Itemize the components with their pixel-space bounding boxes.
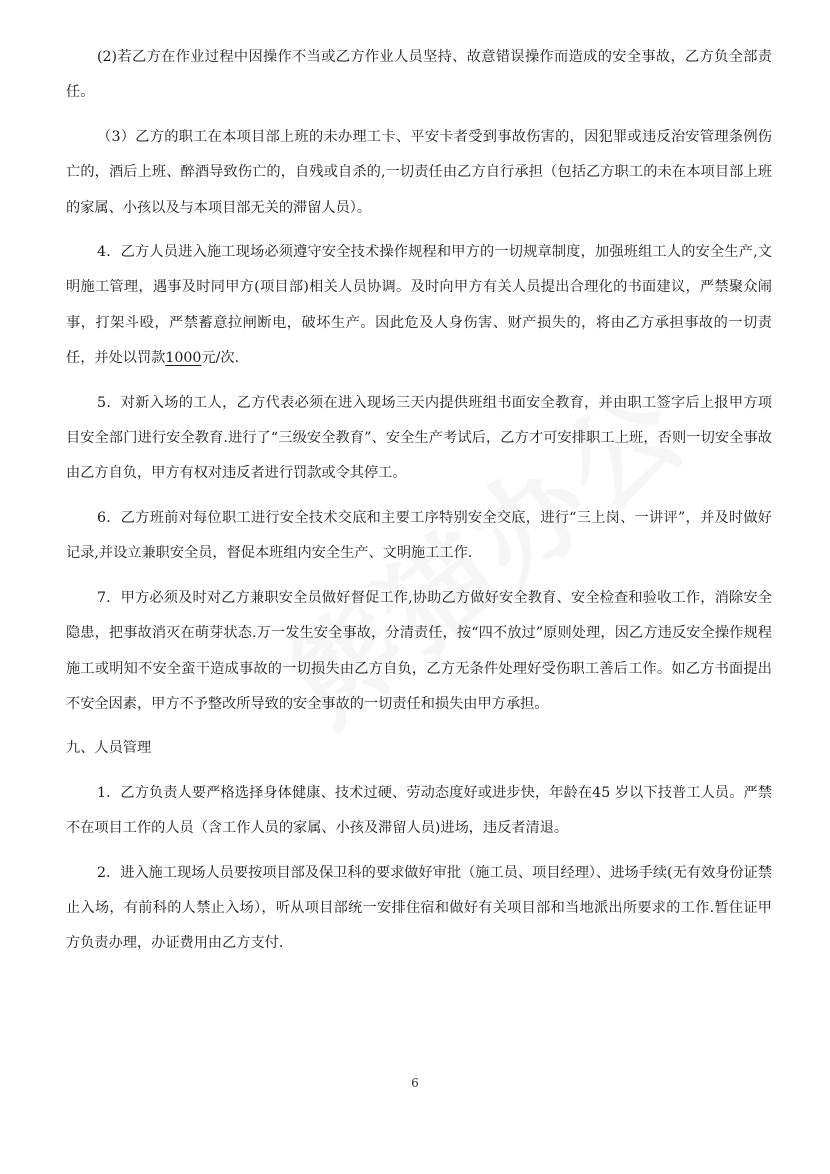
paragraph-item-6: 6．乙方班前对每位职工进行安全技术交底和主要工序特别安全交底，进行“三上岗、一讲评”，并及时做好记录,并设立兼职安全员，督促本班组内安全生产、文明施工工作.	[66, 509, 772, 562]
paragraph-personnel-1: 1．乙方负责人要严格选择身体健康、技术过硬、劳动态度好或进步快，年龄在45 岁以下技普工人员。严禁不在项目工作的人员（含工作人员的家属、小孩及滞留人员)进场，违反者清退。	[66, 784, 772, 837]
paragraph-liability-2: (2)若乙方在作业过程中因操作不当或乙方作业人员坚持、故意错误操作而造成的安全事故，乙方负全部责任。	[66, 49, 772, 101]
paragraph-item-5: 5．对新入场的工人，乙方代表必须在进入现场三天内提供班组书面安全教育，并由职工签字后上报甲方项目安全部门进行安全教育.进行了“三级安全教育”、安全生产考试后，乙方才可安排职工上班，否则一切安全事故由乙方自负，甲方有权对违反者进行罚款或令其停工。	[66, 394, 772, 482]
fine-amount: 1000	[165, 350, 202, 367]
paragraph-item-7: 7．甲方必须及时对乙方兼职安全员做好督促工作,协助乙方做好安全教育、安全检查和验收工作，消除安全隐患，把事故消灭在萌芽状态.万一发生安全事故，分清责任，按“四不放过”原则处理，因乙方违反安全操作规程施工或明知不安全蛮干造成事故的一切损失由乙方自负，乙方无条件处理好受伤职工善后工作。如乙方书面提出不安全因素，甲方不予整改所导致的安全事故的一切责任和损失由甲方承担。	[66, 589, 772, 712]
fine-unit: 元/次.	[201, 350, 240, 367]
page-number: 6	[411, 1076, 419, 1090]
document-body	[66, 40, 772, 971]
section-heading-personnel: 九、人员管理	[66, 740, 152, 757]
paragraph-item-4-text: 4．乙方人员进入施工现场必须遵守安全技术操作规程和甲方的一切规章制度，加强班组工人的安全生产,文明施工管理，遇事及时同甲方(项目部)相关人员协调。及时向甲方有关人员提出合理化的书面建议，严禁聚众闹事，打架斗殴，严禁蓄意拉闸断电，破坏生产。因此危及人身伤害、财产损失的，将由乙方承担事故的一切责任，并处以罚款	[66, 244, 772, 367]
paragraph-item-4	[66, 235, 772, 377]
paragraph-personnel-2: 2．进入施工现场人员要按项目部及保卫科的要求做好审批（施工员、项目经理）、进场手续(无有效身份证禁止入场，有前科的人禁止入场），听从项目部统一安排住宿和做好有关项目部和当地派出所要求的工作.暂住证甲方负责办理，办证费用由乙方支付.	[66, 864, 772, 952]
paragraph-liability-3: （3）乙方的职工在本项目部上班的未办理工卡、平安卡者受到事故伤害的，因犯罪或违反治安管理条例伤亡的，酒后上班、醉酒导致伤亡的，自残或自杀的,一切责任由乙方自行承担（包括乙方职工的未在本项目部上班的家属、小孩以及与本项目部无关的滞留人员）。	[66, 128, 772, 216]
